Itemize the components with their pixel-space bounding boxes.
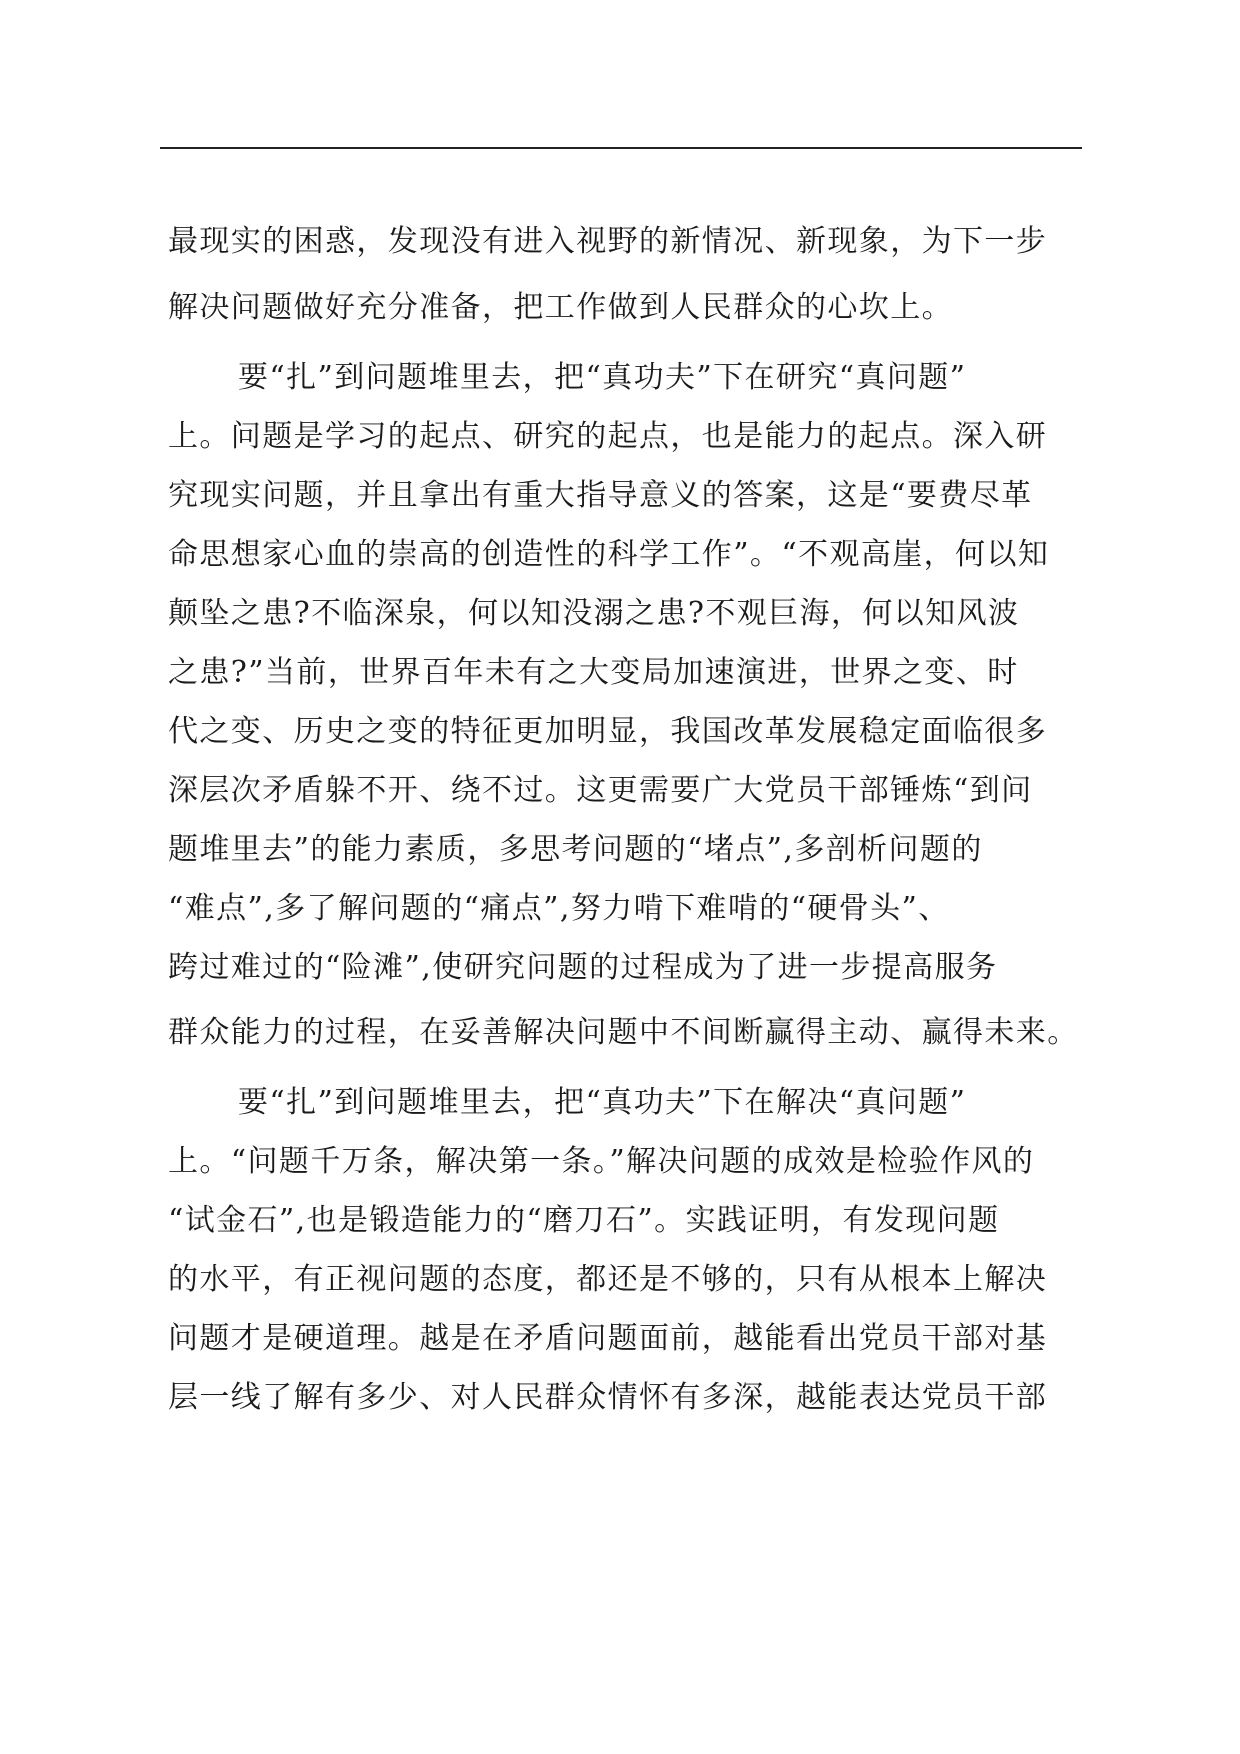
text-line: 题堆里去”的能力素质，多思考问题的“堵点”,多剖析问题的 [168,832,983,867]
text-line: 命思想家心血的崇高的创造性的科学工作”。“不观高崖，何以知 [168,537,1050,572]
text-line: 颠坠之患?不临深泉，何以知没溺之患?不观巨海，何以知风波 [168,596,1020,631]
text-line: 深层次矛盾躲不开、绕不过。这更需要广大党员干部锤炼“到问 [168,773,1033,808]
text-line: 上。“问题千万条，解决第一条。”解决问题的成效是检验作风的 [168,1144,1035,1179]
text-line: 问题才是硬道理。越是在矛盾问题面前，越能看出党员干部对基 [168,1321,1048,1356]
text-line: 究现实问题，并且拿出有重大指导意义的答案，这是“要费尽革 [168,478,1033,513]
text-line: 最现实的困惑，发现没有进入视野的新情况、新现象，为下一步 [168,224,1048,259]
text-line: 代之变、历史之变的特征更加明显，我国改革发展稳定面临很多 [168,714,1048,749]
text-line: “试金石”,也是锻造能力的“磨刀石”。实践证明，有发现问题 [168,1203,1000,1238]
text-line: 之患?”当前，世界百年未有之大变局加速演进，世界之变、时 [168,655,1019,690]
text-line: 解决问题做好充分准备，把工作做到人民群众的心坎上。 [168,290,953,325]
paragraph-first-line: 要“扎”到问题堆里去，把“真功夫”下在研究“真问题” [238,360,967,395]
text-line: 上。问题是学习的起点、研究的起点，也是能力的起点。深入研 [168,419,1048,454]
text-line: 的水平，有正视问题的态度，都还是不够的，只有从根本上解决 [168,1262,1048,1297]
paragraph-first-line: 要“扎”到问题堆里去，把“真功夫”下在解决“真问题” [238,1085,967,1120]
text-line: “难点”,多了解问题的“痛点”,努力啃下难啃的“硬骨头”、 [168,891,950,926]
header-rule [160,147,1082,149]
text-line: 群众能力的过程，在妥善解决问题中不间断赢得主动、赢得未来。 [168,1015,1079,1050]
text-line: 跨过难过的“险滩”,使研究问题的过程成为了进一步提高服务 [168,950,998,985]
text-line: 层一线了解有多少、对人民群众情怀有多深，越能表达党员干部 [168,1380,1048,1415]
